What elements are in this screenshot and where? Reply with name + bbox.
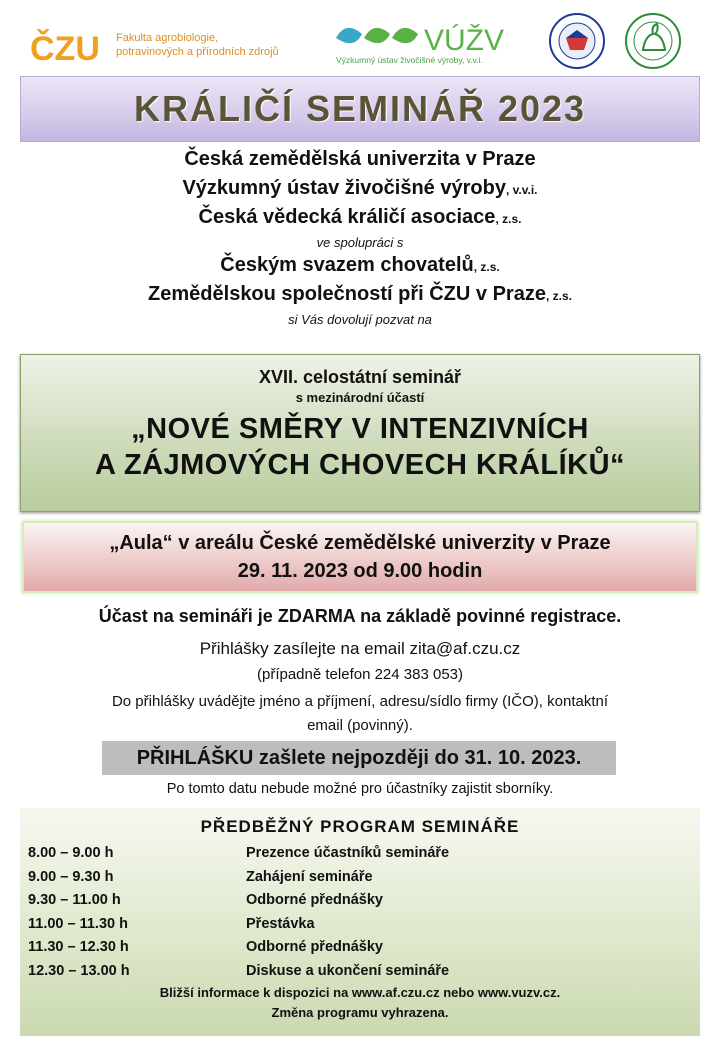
seminar-title-line1: „NOVÉ SMĚRY V INTENZIVNÍCH bbox=[131, 413, 589, 445]
program-item bbox=[20, 842, 700, 866]
czu-logo-text: ČZU bbox=[30, 30, 100, 68]
title-banner bbox=[20, 76, 700, 142]
program-item bbox=[20, 889, 700, 913]
invite-text: si Vás dovolují pozvat na bbox=[288, 312, 432, 327]
venue-place: „Aula“ v areálu České zemědělské univerzity v Praze bbox=[109, 532, 611, 554]
faculty-name-line1: Fakulta agrobiologie, bbox=[116, 32, 219, 44]
partner-suffix: , z.s. bbox=[473, 260, 500, 274]
partner-name: Českým svazem chovatelů bbox=[220, 254, 474, 276]
program-item bbox=[20, 960, 700, 984]
organizers bbox=[0, 146, 720, 329]
program-more-info: Bližší informace k dispozici na www.af.czu.cz nebo www.vuzv.cz. bbox=[159, 985, 561, 1000]
page-title: KRÁLIČÍ SEMINÁŘ 2023 bbox=[133, 88, 587, 129]
program-item bbox=[20, 866, 700, 890]
cooperation-text: ve spolupráci s bbox=[316, 235, 404, 250]
seminar-participation: s mezinárodní účastí bbox=[295, 390, 425, 405]
breeders-union-seal-icon bbox=[624, 12, 682, 70]
program-time: 8.00 – 9.00 h bbox=[28, 845, 114, 861]
deadline-banner: PŘIHLÁŠKU zašlete nejpozději do 31. 10. 2023. bbox=[102, 741, 616, 775]
seminar-title-line2: A ZÁJMOVÝCH CHOVECH KRÁLÍKŮ“ bbox=[94, 449, 626, 481]
program-time: 12.30 – 13.00 h bbox=[28, 962, 130, 979]
program-list bbox=[20, 842, 700, 983]
partner-name: Zemědělskou společností při ČZU v Praze bbox=[148, 283, 546, 305]
free-admission-text: Účast na semináři je ZDARMA na základě povinné registrace. bbox=[98, 606, 622, 626]
program-item bbox=[20, 913, 700, 937]
partner-suffix: , z.s. bbox=[545, 289, 572, 303]
program-activity: Prezence účastníků semináře bbox=[246, 845, 450, 861]
organizer-name: Česká vědecká králičí asociace bbox=[198, 206, 496, 228]
program-activity: Odborné přednášky bbox=[246, 939, 383, 955]
program-activity: Zahájení semináře bbox=[246, 868, 373, 885]
program-activity: Přestávka bbox=[246, 915, 315, 932]
program-time: 11.00 – 11.30 h bbox=[28, 915, 128, 932]
registration-details-line2: email (povinný). bbox=[307, 717, 413, 734]
program-box bbox=[20, 808, 700, 1036]
program-item bbox=[20, 936, 700, 960]
logo-bar bbox=[0, 0, 720, 74]
organizer bbox=[0, 146, 720, 175]
organizer-name: Česká zemědělská univerzita v Praze bbox=[184, 148, 536, 170]
organizer-suffix: , v.v.i. bbox=[505, 183, 538, 197]
seminar-edition: XVII. celostátní seminář bbox=[258, 367, 462, 387]
animal-head-icon bbox=[392, 28, 418, 43]
animal-head-icon bbox=[364, 28, 390, 43]
registration-email: Přihlášky zasílejte na email zita@af.czu.cz bbox=[199, 639, 521, 658]
seminar-box bbox=[20, 354, 700, 512]
proceedings-note: Po tomto datu nebude možné pro účastníky zajistit sborníky. bbox=[166, 781, 554, 797]
program-title: PŘEDBĚŽNÝ PROGRAM SEMINÁŘE bbox=[200, 817, 520, 836]
program-time: 11.30 – 12.30 h bbox=[28, 939, 129, 955]
organizer-name: Výzkumný ústav živočišné výroby bbox=[182, 177, 506, 199]
vuzv-logo-text: VÚŽV bbox=[424, 24, 505, 57]
czu-logo bbox=[30, 26, 110, 68]
program-activity: Odborné přednášky bbox=[246, 892, 383, 908]
program-time: 9.30 – 11.00 h bbox=[28, 892, 121, 908]
program-change-note: Změna programu vyhrazena. bbox=[271, 1005, 449, 1020]
animal-head-icon bbox=[336, 28, 362, 43]
vuzv-subtitle: Výzkumný ústav živočišné výroby, v.v.i. bbox=[336, 55, 483, 65]
faculty-name bbox=[116, 31, 279, 59]
registration-phone: (případně telefon 224 383 053) bbox=[257, 666, 463, 683]
organizer bbox=[0, 175, 720, 204]
organizer bbox=[0, 204, 720, 233]
registration-details bbox=[0, 690, 720, 738]
association-seal-icon bbox=[548, 12, 606, 70]
faculty-name-line2: potravinových a přírodních zdrojů bbox=[116, 46, 279, 58]
partner bbox=[0, 281, 720, 310]
venue-datetime: 29. 11. 2023 od 9.00 hodin bbox=[237, 560, 483, 582]
registration-details-line1: Do přihlášky uvádějte jméno a příjmení, adresu/sídlo firmy (IČO), kontaktní bbox=[111, 693, 609, 710]
program-time: 9.00 – 9.30 h bbox=[28, 868, 114, 885]
partner bbox=[0, 252, 720, 281]
venue-box bbox=[22, 521, 698, 593]
program-activity: Diskuse a ukončení semináře bbox=[246, 962, 450, 979]
organizer-suffix: , z.s. bbox=[495, 212, 522, 226]
